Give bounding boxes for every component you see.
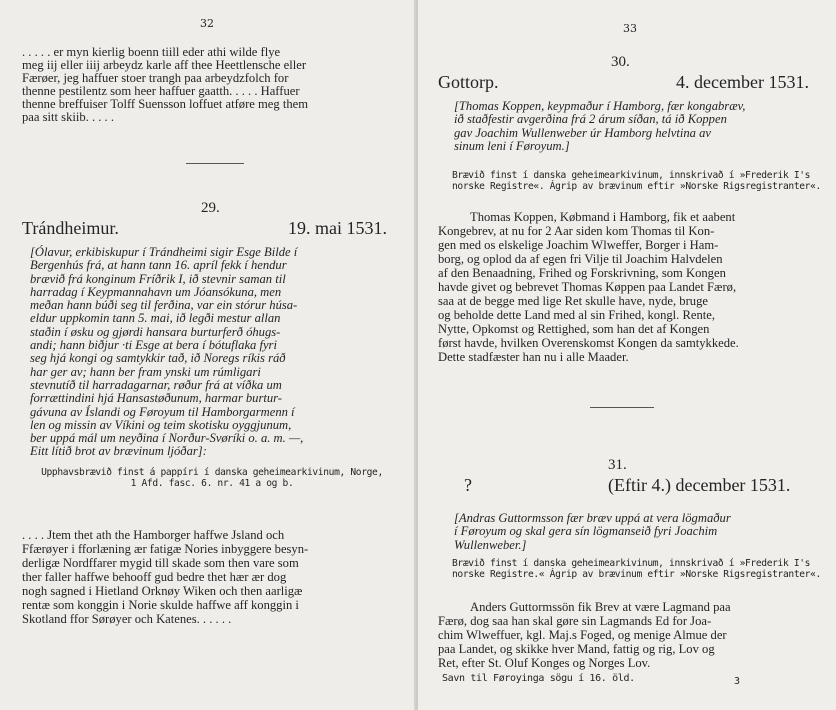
summary-line: meðan hann búði seg til ferðina, var ein stórur húsa- <box>30 298 298 313</box>
text-line: Nytte, Opkomst og Rettighed, som han det af Kongen <box>438 322 710 336</box>
summary-line: andi; hann biðjur ·ti Esge at bera í bótuflaka fyri <box>30 338 277 353</box>
text-line: meg iij eller iiij arbeydz karle aff thee Heettlensche eller <box>22 58 307 72</box>
summary-line: eldur uppkomin tann 5. mai, ið legði mestur allan <box>30 311 281 326</box>
text-line: paa Landet, og skikke hver Mand, fattig og rig, Lov og <box>438 642 715 656</box>
text-line: af den Benaadning, Frihed og Forskrivning, som Kongen <box>438 266 726 280</box>
document-summary <box>454 100 745 153</box>
summary-line: ber uppá mál um neyðina í Norður-Svøríki o. a. m. —, <box>30 431 304 446</box>
right-page <box>418 0 836 710</box>
summary-line: [Ólavur, erkibiskupur í Trándheimi sigir Esge Bilde í <box>30 245 298 259</box>
summary-line: [Andras Guttormsson fær bræv uppá at vera lögmaður <box>454 511 731 525</box>
text-line: Færø, dog saa han skal gøre sin Lagmands Ed for Joa- <box>438 614 712 628</box>
summary-line: ið staðfestir avgerðina frá 2 árum síðan, tá ið Koppen <box>454 112 727 127</box>
text-line: havde givet og bebrevet Thomas Køppen paa Landet Færø, <box>438 280 737 294</box>
source-line: 1 Afd. fasc. 6. nr. 41 a og b. <box>130 478 294 489</box>
section-divider <box>590 407 654 408</box>
source-line: Upphavsbrævið finst á pappíri í danska geheimearkivinum, Norge, <box>41 467 383 478</box>
text-line: Anders Guttormssön fik Brev at være Lagmand paa <box>470 600 731 614</box>
text-line: chim Wlweffuer, kgl. Maj.s Foged, og menige Almue der <box>438 628 727 642</box>
summary-line: harradag í Keypmannahavn um Jóansókuna, men <box>30 284 282 299</box>
text-line: gen med os elskelige Joachim Wlweffer, Borger i Ham- <box>438 238 719 252</box>
footer-signature: Savn til Føroyinga sögu í 16. öld. <box>442 673 635 684</box>
text-line: nogh sagned i Hietland Orknøy Wiken och then aarligæ <box>22 584 303 598</box>
section-divider <box>186 163 244 164</box>
sheet-number: 3 <box>734 676 740 687</box>
document-number: 30. <box>611 54 630 70</box>
text-line: saa at de begge med lige Ret skulle have, nyde, bruge <box>438 294 708 308</box>
source-line: Brævið finst í danska geheimearkivinum, innskrivað í »Frederik I's <box>452 558 811 569</box>
document-date: 4. december 1531. <box>676 72 809 92</box>
summary-line: [Thomas Koppen, keypmaður í Hamborg, fær kongabræv, <box>454 99 746 113</box>
text-line: thenne pestilentz som heer haffuer gaatth. . . . . Haffuer <box>22 84 300 98</box>
summary-line: gávuna av Íslandi og Føroyum til Hamborgarmenn í <box>30 404 295 419</box>
document-summary <box>454 512 731 552</box>
summary-line: Bergenhús frá, at hann tann 16. apríl fekk í hendur <box>30 258 287 273</box>
text-line: thenne breffuiser Tolff Suensson loffuet atføre meg them <box>22 97 309 111</box>
intro-excerpt <box>22 46 308 124</box>
text-line: Ffærøyer i fforlæning ær fatigæ Nories inbyggere besyn- <box>22 542 309 556</box>
summary-line: brævið frá konginum Fríðrik I, ið stevnir saman til <box>30 271 286 286</box>
text-line: derligæ Nordffarer mygid till skade som then vare som <box>22 556 299 570</box>
document-date: (Eftir 4.) december 1531. <box>608 475 791 495</box>
text-line: paa sitt skiib. . . . . <box>22 110 114 124</box>
document-place: Trándheimur. <box>22 218 119 238</box>
text-line: Færøer, jeg haffuer stoer trangh paa arbeydzfolch for <box>22 71 289 85</box>
document-number: 31. <box>608 457 627 473</box>
text-line: . . . . . er myn kierlig boenn tiill eder athi wilde flye <box>22 45 281 59</box>
document-date: 19. mai 1531. <box>288 218 387 238</box>
summary-line: stevnutíð til harradagarnar, røður frá at víðka um <box>30 377 282 392</box>
document-place: ? <box>464 475 472 495</box>
document-summary <box>30 246 303 459</box>
summary-line: í Føroyum og skal gera sín lögmanseið fyri Joachim <box>454 524 718 539</box>
page-number: 32 <box>200 17 214 30</box>
document-number: 29. <box>201 200 220 216</box>
source-note <box>452 558 821 580</box>
page-number: 33 <box>623 22 637 35</box>
text-line: Thomas Koppen, Købmand i Hamborg, fik et aabent <box>470 210 736 224</box>
summary-line: Eitt lítið brot av brævinum ljóðar]: <box>30 444 207 459</box>
text-line: rentæ som konggin i Norie skulde haffwe aff konggin i <box>22 598 299 612</box>
document-place: Gottorp. <box>438 72 499 92</box>
text-line: borg, og oplod da af egen fri Vilje til Joachim Halvdelen <box>438 252 723 266</box>
source-line: Brævið finst í danska geheimearkivinum, innskrivað í »Frederik I's <box>452 170 811 181</box>
regest-text <box>438 210 739 364</box>
summary-line: har ger av; hann ber fram ynski um rúmligari <box>30 364 261 379</box>
summary-line: seg hjá kongi og samtykkir tað, ið Noregs ríkis ráð <box>30 351 286 366</box>
text-line: Kongebrev, at nu for 2 Aar siden kom Thomas til Kon- <box>438 224 715 238</box>
text-line: og beholde dette Land med al sin Frihed, kongl. Rente, <box>438 308 716 322</box>
source-note <box>452 170 821 192</box>
summary-line: len og missin av Víkini og teim skotisku oyggjunum, <box>30 417 292 432</box>
summary-line: staðin í øsku og gjørdi hansara burturferð óhugs- <box>30 324 281 339</box>
text-line: Skotland ffor Sørøyer och Katenes. . . . . . <box>22 612 232 626</box>
summary-line: sinum leni í Føroyum.] <box>454 138 570 153</box>
letter-excerpt <box>22 528 308 626</box>
text-line: . . . . Jtem thet ath the Hamborger haffwe Jsland och <box>22 528 285 542</box>
text-line: Ret, efter St. Oluf Konges og Norges Lov. <box>438 656 651 670</box>
source-note <box>22 467 402 489</box>
text-line: først havde, hvilken Overenskomst Kongen da samtykkede. <box>438 336 739 350</box>
text-line: Dette stadfæster han nu i alle Maader. <box>438 350 629 364</box>
summary-line: Wullenweber.] <box>454 537 527 552</box>
text-line: ther faller haffwe behooff gud bedre thet hær ær dog <box>22 570 287 584</box>
source-line: norske Registre.« Ágrip av brævinum eftir »Norske Rigsregistranter«. <box>452 569 821 580</box>
source-line: norske Registre«. Ágrip av brævinum eftir »Norske Rigsregistranter«. <box>452 181 821 192</box>
regest-text <box>438 600 731 670</box>
summary-line: gav Joachim Wullenweber úr Hamborg helvtina av <box>454 125 711 140</box>
summary-line: forrættindini hjá Hansastøðunum, harmar burtur- <box>30 391 283 406</box>
